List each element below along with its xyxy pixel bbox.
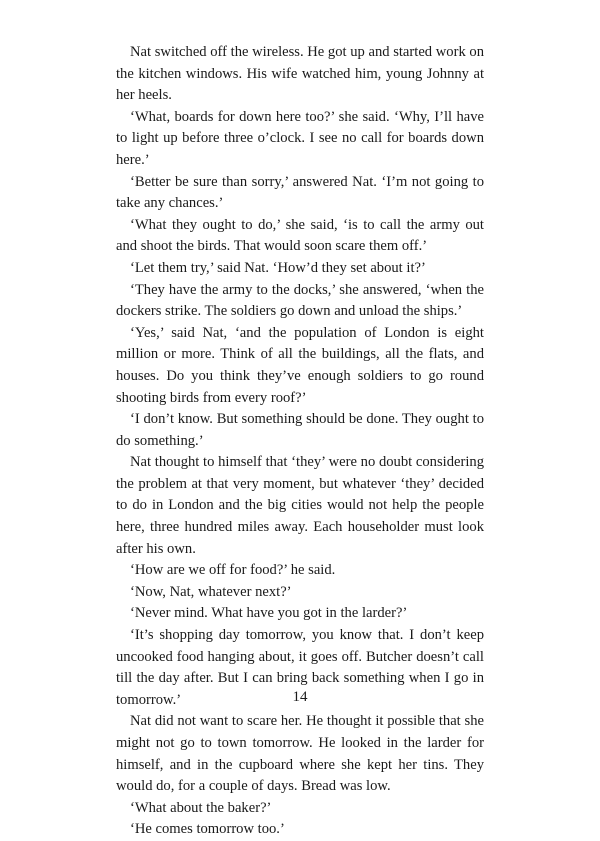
paragraph: ‘Better be sure than sorry,’ answered Nat. ‘I’m not going to take any chances.’ — [116, 173, 484, 212]
paragraph: ‘Let them try,’ said Nat. ‘How’d they set about it?’ — [130, 259, 426, 276]
paragraph: ‘What they ought to do,’ she said, ‘is to call the army out and shoot the birds. That would soon scare them off.’ — [116, 216, 484, 255]
paragraph: ‘He comes tomorrow too.’ — [130, 821, 285, 838]
paragraph: ‘Never mind. What have you got in the larder?’ — [130, 605, 408, 622]
paragraph: ‘It’s shopping day tomorrow, you know that. I don’t keep uncooked food hanging about, it goes off. Butcher doesn’t call till the day after. But I can bring back something when I go in tomorrow.’ — [116, 627, 484, 708]
paragraph: Nat did not want to scare her. He thought it possible that she might not go to town tomorrow. He looked in the larder for himself, and in the cupboard where she kept her tins. They would do, for a couple of days. Bread was low. — [116, 713, 484, 795]
paragraph: ‘Now, Nat, whatever next?’ — [130, 583, 292, 600]
paragraph: ‘Yes,’ said Nat, ‘and the population of London is eight million or more. Think of all the buildings, all the flats, and houses. Do you think they’ve enough soldiers to go round shooting birds from every roof?’ — [116, 324, 484, 406]
paragraph: ‘What, boards for down here too?’ she said. ‘Why, I’ll have to light up before three o’clock. I see no call for boards down here.’ — [116, 108, 484, 168]
paragraph: Nat thought to himself that ‘they’ were no doubt considering the problem at that very moment, but whatever ‘they’ decided to do in London and the big cities would not help the people here, three hundred miles away. Each householder must look after his own. — [116, 454, 484, 557]
paragraph: ‘They have the army to the docks,’ she answered, ‘when the dockers strike. The soldiers go down and unload the ships.’ — [116, 281, 484, 320]
page-number: 14 — [292, 689, 308, 705]
paragraph: Nat switched off the wireless. He got up and started work on the kitchen windows. His wife watched him, young Johnny at her heels. — [116, 44, 484, 104]
paragraph: ‘How are we off for food?’ he said. — [130, 562, 336, 579]
paragraph: ‘What about the baker?’ — [130, 799, 272, 816]
page-body — [116, 42, 484, 841]
paragraph: ‘I don’t know. But something should be done. They ought to do something.’ — [116, 411, 484, 449]
